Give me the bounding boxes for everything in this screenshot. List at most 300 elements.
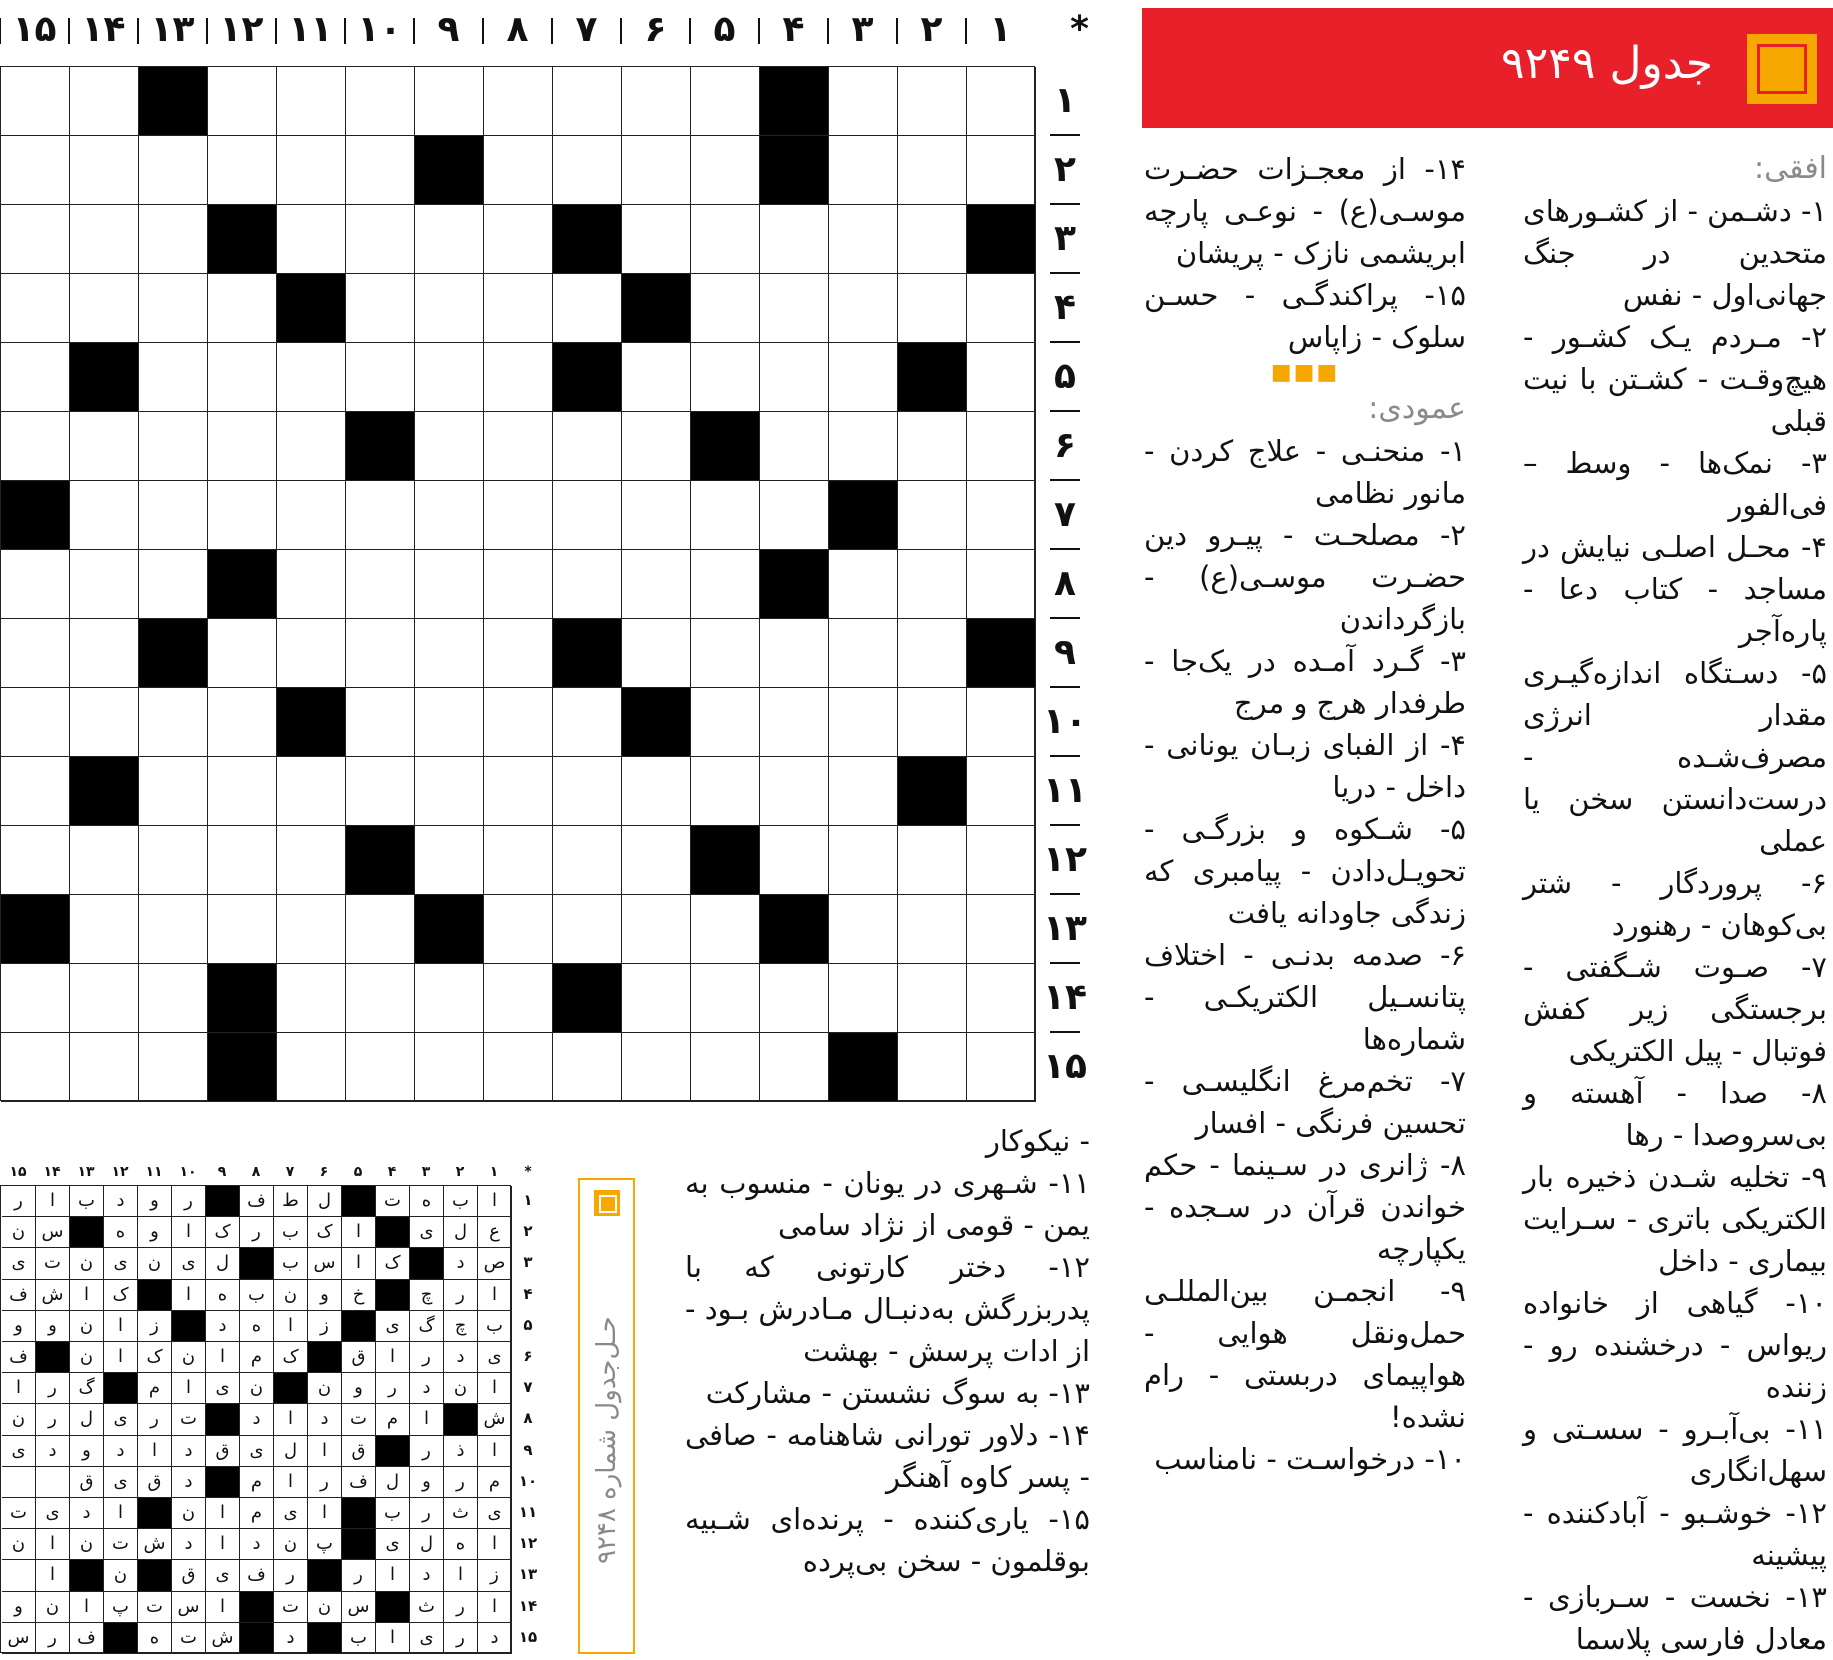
grid-white-cell[interactable] xyxy=(829,964,898,1033)
solution-letter-cell: ف xyxy=(342,1467,376,1498)
grid-white-cell[interactable] xyxy=(139,205,208,274)
solution-black-cell xyxy=(342,1529,376,1560)
grid-white-cell[interactable] xyxy=(70,688,139,757)
grid-white-cell[interactable] xyxy=(760,481,829,550)
grid-white-cell[interactable] xyxy=(415,826,484,895)
grid-white-cell[interactable] xyxy=(1,757,70,826)
grid-white-cell[interactable] xyxy=(553,412,622,481)
solution-letter-cell: ا xyxy=(36,1560,70,1591)
solution-letter-cell: ب xyxy=(240,1280,274,1311)
grid-white-cell[interactable] xyxy=(1,1033,70,1102)
solution-black-cell xyxy=(138,1560,172,1591)
grid-white-cell[interactable] xyxy=(898,205,967,274)
grid-white-cell[interactable] xyxy=(553,1033,622,1102)
grid-white-cell[interactable] xyxy=(760,205,829,274)
grid-white-cell[interactable] xyxy=(622,67,691,136)
grid-white-cell[interactable] xyxy=(208,136,277,205)
grid-white-cell[interactable] xyxy=(898,964,967,1033)
solution-letter-cell: ی xyxy=(240,1436,274,1467)
solution-grid xyxy=(0,1185,511,1653)
solution-letter-cell: ت xyxy=(36,1248,70,1279)
grid-white-cell[interactable] xyxy=(760,964,829,1033)
grid-white-cell[interactable] xyxy=(553,136,622,205)
grid-white-cell[interactable] xyxy=(622,481,691,550)
grid-white-cell[interactable] xyxy=(139,550,208,619)
grid-white-cell[interactable] xyxy=(415,1033,484,1102)
grid-white-cell[interactable] xyxy=(898,481,967,550)
grid-white-cell[interactable] xyxy=(484,412,553,481)
solution-letter-cell: د xyxy=(410,1560,444,1591)
solution-letter-cell: د xyxy=(478,1623,512,1654)
grid-white-cell[interactable] xyxy=(1,550,70,619)
grid-white-cell[interactable] xyxy=(484,550,553,619)
grid-white-cell[interactable] xyxy=(277,412,346,481)
grid-black-cell xyxy=(70,343,139,412)
grid-white-cell[interactable] xyxy=(553,274,622,343)
grid-column-number: ۱۱ xyxy=(288,9,333,50)
solution-black-cell xyxy=(376,1280,410,1311)
solution-letter-cell: ن xyxy=(70,1529,104,1560)
grid-white-cell[interactable] xyxy=(139,412,208,481)
solution-row-number: ۱۴ xyxy=(518,1596,538,1615)
grid-white-cell[interactable] xyxy=(967,274,1036,343)
grid-white-cell[interactable] xyxy=(346,481,415,550)
solution-letter-cell: ر xyxy=(444,1592,478,1623)
grid-white-cell[interactable] xyxy=(760,1033,829,1102)
grid-white-cell[interactable] xyxy=(277,205,346,274)
grid-white-cell[interactable] xyxy=(1,412,70,481)
solution-letter-cell: ا xyxy=(138,1436,172,1467)
grid-white-cell[interactable] xyxy=(898,136,967,205)
grid-white-cell[interactable] xyxy=(760,757,829,826)
grid-white-cell[interactable] xyxy=(208,757,277,826)
grid-white-cell[interactable] xyxy=(829,550,898,619)
grid-white-cell[interactable] xyxy=(1,964,70,1033)
grid-white-cell[interactable] xyxy=(346,205,415,274)
solution-row-numbers xyxy=(511,1185,545,1653)
solution-letter-cell xyxy=(2,1467,36,1498)
grid-white-cell[interactable] xyxy=(967,343,1036,412)
grid-white-cell[interactable] xyxy=(691,757,760,826)
grid-white-cell[interactable] xyxy=(829,136,898,205)
grid-white-cell[interactable] xyxy=(484,757,553,826)
grid-white-cell[interactable] xyxy=(622,619,691,688)
grid-white-cell[interactable] xyxy=(898,688,967,757)
grid-white-cell[interactable] xyxy=(898,274,967,343)
grid-white-cell[interactable] xyxy=(1,274,70,343)
grid-white-cell[interactable] xyxy=(829,274,898,343)
solution-black-cell xyxy=(342,1311,376,1342)
grid-white-cell[interactable] xyxy=(346,274,415,343)
solution-letter-cell: ن xyxy=(104,1560,138,1591)
solution-letter-cell: ه xyxy=(206,1280,240,1311)
solution-black-cell xyxy=(274,1373,308,1404)
grid-white-cell[interactable] xyxy=(553,895,622,964)
grid-white-cell[interactable] xyxy=(277,619,346,688)
solution-letter-cell: ر xyxy=(308,1467,342,1498)
grid-white-cell[interactable] xyxy=(760,412,829,481)
solution-black-cell xyxy=(206,1186,240,1217)
grid-white-cell[interactable] xyxy=(691,67,760,136)
grid-black-cell xyxy=(829,1033,898,1102)
solution-letter-cell: و xyxy=(2,1311,36,1342)
solution-row-number: ۱۲ xyxy=(518,1534,538,1553)
solution-letter-cell: م xyxy=(240,1467,274,1498)
grid-white-cell[interactable] xyxy=(70,1033,139,1102)
solution-letter-cell: ل xyxy=(70,1404,104,1435)
grid-row-number: ۷ xyxy=(1054,494,1076,535)
grid-white-cell[interactable] xyxy=(691,964,760,1033)
solution-letter-cell: ف xyxy=(2,1342,36,1373)
grid-white-cell[interactable] xyxy=(967,481,1036,550)
grid-white-cell[interactable] xyxy=(967,136,1036,205)
grid-column-number: ۱۳ xyxy=(150,9,195,50)
grid-white-cell[interactable] xyxy=(415,619,484,688)
grid-white-cell[interactable] xyxy=(553,550,622,619)
grid-white-cell[interactable] xyxy=(829,619,898,688)
grid-white-cell[interactable] xyxy=(70,826,139,895)
grid-white-cell[interactable] xyxy=(691,481,760,550)
grid-black-cell xyxy=(553,964,622,1033)
solution-letter-cell: ل xyxy=(308,1186,342,1217)
grid-white-cell[interactable] xyxy=(277,550,346,619)
grid-white-cell[interactable] xyxy=(346,757,415,826)
grid-white-cell[interactable] xyxy=(415,274,484,343)
grid-white-cell[interactable] xyxy=(553,688,622,757)
grid-white-cell[interactable] xyxy=(898,895,967,964)
clue-item: ۲- مـردم یـک کشـور - هیچ‌وقـت - کشـتن با نیت قبلی xyxy=(1523,320,1827,438)
grid-white-cell[interactable] xyxy=(829,757,898,826)
clue-item: ۴- محـل اصلـی نیایش در مساجد - کتاب دعا - پاره‌آجر xyxy=(1523,530,1827,648)
grid-white-cell[interactable] xyxy=(760,688,829,757)
grid-white-cell[interactable] xyxy=(415,688,484,757)
grid-white-cell[interactable] xyxy=(622,412,691,481)
solution-letter-cell: ی xyxy=(104,1248,138,1279)
grid-white-cell[interactable] xyxy=(622,964,691,1033)
grid-white-cell[interactable] xyxy=(691,136,760,205)
grid-white-cell[interactable] xyxy=(139,1033,208,1102)
grid-white-cell[interactable] xyxy=(484,481,553,550)
solution-letter-cell: ی xyxy=(104,1467,138,1498)
grid-white-cell[interactable] xyxy=(622,343,691,412)
grid-white-cell[interactable] xyxy=(484,688,553,757)
grid-white-cell[interactable] xyxy=(346,136,415,205)
grid-white-cell[interactable] xyxy=(346,895,415,964)
solution-letter-cell: و xyxy=(410,1467,444,1498)
grid-white-cell[interactable] xyxy=(70,136,139,205)
grid-white-cell[interactable] xyxy=(484,619,553,688)
solution-letter-cell: ا xyxy=(172,1373,206,1404)
clue-item: ۵- شـکوه و بزرگـی - تحویـل‌دادن - پیامبری که زندگی جاودانه یافت xyxy=(1144,812,1466,930)
grid-white-cell[interactable] xyxy=(484,136,553,205)
grid-white-cell[interactable] xyxy=(484,67,553,136)
grid-white-cell[interactable] xyxy=(967,895,1036,964)
grid-white-cell[interactable] xyxy=(415,550,484,619)
grid-white-cell[interactable] xyxy=(622,895,691,964)
solution-letter-cell: ذ xyxy=(444,1436,478,1467)
grid-white-cell[interactable] xyxy=(691,205,760,274)
grid-black-cell xyxy=(553,205,622,274)
grid-white-cell[interactable] xyxy=(622,1033,691,1102)
grid-white-cell[interactable] xyxy=(829,205,898,274)
solution-letter-cell: د xyxy=(206,1311,240,1342)
grid-white-cell[interactable] xyxy=(1,67,70,136)
solution-row-number: ۱ xyxy=(523,1191,533,1209)
grid-white-cell[interactable] xyxy=(208,826,277,895)
grid-black-cell xyxy=(898,757,967,826)
grid-white-cell[interactable] xyxy=(139,136,208,205)
grid-white-cell[interactable] xyxy=(277,757,346,826)
grid-black-cell xyxy=(760,550,829,619)
grid-white-cell[interactable] xyxy=(691,619,760,688)
solution-row-number: ۷ xyxy=(523,1378,533,1397)
clue-item: ۱۱- بی‌آبـرو - سسـتی و سهل‌انگاری xyxy=(1523,1412,1827,1488)
solution-letter-cell: ی xyxy=(376,1311,410,1342)
column-separator xyxy=(0,18,1,44)
solution-row-number: ۳ xyxy=(523,1253,533,1272)
grid-white-cell[interactable] xyxy=(1,688,70,757)
grid-white-cell[interactable] xyxy=(1,619,70,688)
grid-white-cell[interactable] xyxy=(691,688,760,757)
grid-white-cell[interactable] xyxy=(139,826,208,895)
solution-letter-cell: ف xyxy=(240,1186,274,1217)
grid-white-cell[interactable] xyxy=(70,895,139,964)
solution-black-cell xyxy=(376,1436,410,1467)
grid-white-cell[interactable] xyxy=(622,757,691,826)
grid-white-cell[interactable] xyxy=(346,619,415,688)
grid-white-cell[interactable] xyxy=(208,67,277,136)
grid-white-cell[interactable] xyxy=(898,67,967,136)
grid-white-cell[interactable] xyxy=(346,688,415,757)
grid-white-cell[interactable] xyxy=(208,895,277,964)
solution-letter-cell: ا xyxy=(376,1560,410,1591)
grid-white-cell[interactable] xyxy=(829,412,898,481)
crossword-grid xyxy=(0,66,1035,1101)
grid-white-cell[interactable] xyxy=(691,895,760,964)
grid-white-cell[interactable] xyxy=(553,826,622,895)
grid-white-cell[interactable] xyxy=(829,67,898,136)
grid-white-cell[interactable] xyxy=(415,343,484,412)
solution-letter-cell: د xyxy=(444,1248,478,1279)
grid-white-cell[interactable] xyxy=(898,1033,967,1102)
grid-white-cell[interactable] xyxy=(760,343,829,412)
grid-white-cell[interactable] xyxy=(484,343,553,412)
grid-white-cell[interactable] xyxy=(415,205,484,274)
grid-white-cell[interactable] xyxy=(208,412,277,481)
across-heading: افقی: xyxy=(1754,151,1827,186)
grid-white-cell[interactable] xyxy=(760,274,829,343)
grid-white-cell[interactable] xyxy=(346,343,415,412)
grid-white-cell[interactable] xyxy=(208,688,277,757)
grid-white-cell[interactable] xyxy=(277,481,346,550)
separator-dots: ■■■ xyxy=(1270,360,1340,385)
solution-letter-cell: م xyxy=(138,1373,172,1404)
grid-white-cell[interactable] xyxy=(898,550,967,619)
grid-white-cell[interactable] xyxy=(208,481,277,550)
grid-white-cell[interactable] xyxy=(1,826,70,895)
grid-white-cell[interactable] xyxy=(691,550,760,619)
grid-white-cell[interactable] xyxy=(553,67,622,136)
solution-row-number: ۶ xyxy=(523,1347,533,1365)
grid-black-cell xyxy=(622,274,691,343)
grid-white-cell[interactable] xyxy=(277,1033,346,1102)
solution-column-number: ۱۳ xyxy=(77,1164,95,1180)
solution-letter-cell: ن xyxy=(70,1248,104,1279)
grid-white-cell[interactable] xyxy=(277,136,346,205)
grid-white-cell[interactable] xyxy=(70,412,139,481)
solution-letter-cell: د xyxy=(172,1467,206,1498)
solution-black-cell xyxy=(308,1560,342,1591)
solution-row-number: ۱۱ xyxy=(518,1503,538,1521)
solution-letter-cell: ا xyxy=(274,1404,308,1435)
grid-white-cell[interactable] xyxy=(277,826,346,895)
grid-white-cell[interactable] xyxy=(484,964,553,1033)
solution-letter-cell: ت xyxy=(172,1623,206,1654)
grid-white-cell[interactable] xyxy=(553,757,622,826)
grid-column-number: ۱۴ xyxy=(81,9,126,50)
grid-white-cell[interactable] xyxy=(277,343,346,412)
grid-white-cell[interactable] xyxy=(967,550,1036,619)
grid-white-cell[interactable] xyxy=(484,1033,553,1102)
solution-letter-cell: ق xyxy=(138,1467,172,1498)
grid-white-cell[interactable] xyxy=(622,550,691,619)
grid-white-cell[interactable] xyxy=(1,205,70,274)
grid-white-cell[interactable] xyxy=(70,67,139,136)
solution-row-number: ۲ xyxy=(523,1222,533,1241)
grid-white-cell[interactable] xyxy=(346,964,415,1033)
solution-label-box xyxy=(578,1178,635,1654)
grid-white-cell[interactable] xyxy=(967,964,1036,1033)
grid-white-cell[interactable] xyxy=(70,619,139,688)
grid-white-cell[interactable] xyxy=(622,205,691,274)
grid-white-cell[interactable] xyxy=(967,1033,1036,1102)
grid-white-cell[interactable] xyxy=(139,343,208,412)
grid-white-cell[interactable] xyxy=(70,205,139,274)
solution-letter-cell: ق xyxy=(70,1467,104,1498)
solution-letter-cell: ی xyxy=(206,1560,240,1591)
solution-black-cell xyxy=(410,1248,444,1279)
grid-white-cell[interactable] xyxy=(829,688,898,757)
grid-white-cell[interactable] xyxy=(967,688,1036,757)
grid-white-cell[interactable] xyxy=(415,67,484,136)
grid-white-cell[interactable] xyxy=(208,274,277,343)
solution-letter-cell: ی xyxy=(410,1623,444,1654)
grid-white-cell[interactable] xyxy=(277,895,346,964)
grid-white-cell[interactable] xyxy=(139,274,208,343)
grid-white-cell[interactable] xyxy=(208,619,277,688)
solution-letter-cell: د xyxy=(308,1404,342,1435)
grid-white-cell[interactable] xyxy=(691,1033,760,1102)
grid-white-cell[interactable] xyxy=(967,757,1036,826)
grid-column-number: ۱۵ xyxy=(12,9,57,50)
solution-letter-cell: ک xyxy=(104,1280,138,1311)
solution-letter-cell: ی xyxy=(410,1217,444,1248)
grid-white-cell[interactable] xyxy=(967,67,1036,136)
grid-row-number: ۶ xyxy=(1054,425,1076,466)
solution-letter-cell: ن xyxy=(308,1592,342,1623)
grid-white-cell[interactable] xyxy=(967,826,1036,895)
grid-white-cell[interactable] xyxy=(346,1033,415,1102)
solution-letter-cell: و xyxy=(2,1592,36,1623)
grid-white-cell[interactable] xyxy=(208,343,277,412)
solution-letter-cell: ر xyxy=(36,1404,70,1435)
grid-white-cell[interactable] xyxy=(898,826,967,895)
solution-letter-cell: ی xyxy=(104,1404,138,1435)
solution-row-number: ۸ xyxy=(523,1409,533,1428)
grid-white-cell[interactable] xyxy=(70,481,139,550)
grid-white-cell[interactable] xyxy=(622,136,691,205)
grid-white-cell[interactable] xyxy=(553,481,622,550)
grid-white-cell[interactable] xyxy=(484,274,553,343)
solution-row-number: ۴ xyxy=(523,1284,533,1303)
grid-white-cell[interactable] xyxy=(760,826,829,895)
grid-white-cell[interactable] xyxy=(622,826,691,895)
solution-letter-cell: ز xyxy=(478,1560,512,1591)
solution-letter-cell: ا xyxy=(308,1436,342,1467)
grid-white-cell[interactable] xyxy=(415,964,484,1033)
grid-white-cell[interactable] xyxy=(139,895,208,964)
clue-item: ۹- تخلیه شـدن ذخیره بار الکتریکی باتری - سـرایت بیماری - داخل xyxy=(1523,1160,1827,1278)
grid-white-cell[interactable] xyxy=(415,412,484,481)
solution-black-cell xyxy=(36,1342,70,1373)
grid-column-number: ۲ xyxy=(920,9,943,50)
grid-white-cell[interactable] xyxy=(829,343,898,412)
solution-letter-cell xyxy=(36,1467,70,1498)
clue-item: ۲- مصلحـت - پیـرو دین حضـرت موسـی(ع) - بازگرداندن xyxy=(1144,518,1466,636)
grid-white-cell[interactable] xyxy=(139,481,208,550)
grid-white-cell[interactable] xyxy=(829,895,898,964)
grid-white-cell[interactable] xyxy=(1,343,70,412)
grid-column-number: ۸ xyxy=(506,9,529,50)
grid-white-cell[interactable] xyxy=(277,964,346,1033)
solution-letter-cell: ب xyxy=(70,1186,104,1217)
grid-white-cell[interactable] xyxy=(139,688,208,757)
grid-white-cell[interactable] xyxy=(70,550,139,619)
solution-black-cell xyxy=(172,1311,206,1342)
grid-black-cell xyxy=(415,895,484,964)
grid-white-cell[interactable] xyxy=(139,757,208,826)
solution-letter-cell: د xyxy=(172,1436,206,1467)
solution-letter-cell: ت xyxy=(138,1592,172,1623)
grid-white-cell[interactable] xyxy=(967,412,1036,481)
solution-letter-cell: و xyxy=(36,1311,70,1342)
grid-white-cell[interactable] xyxy=(1,136,70,205)
clues-across-column xyxy=(1523,148,1827,1660)
solution-letter-cell: ر xyxy=(444,1623,478,1654)
grid-white-cell[interactable] xyxy=(139,964,208,1033)
grid-white-cell[interactable] xyxy=(484,895,553,964)
grid-white-cell[interactable] xyxy=(346,550,415,619)
grid-white-cell[interactable] xyxy=(346,67,415,136)
grid-white-cell[interactable] xyxy=(415,757,484,826)
solution-column-number: ۱۴ xyxy=(43,1164,61,1180)
grid-white-cell[interactable] xyxy=(760,619,829,688)
grid-white-cell[interactable] xyxy=(898,619,967,688)
solution-column-number: ۱۱ xyxy=(145,1164,163,1180)
grid-white-cell[interactable] xyxy=(70,964,139,1033)
grid-white-cell[interactable] xyxy=(829,826,898,895)
grid-white-cell[interactable] xyxy=(898,412,967,481)
grid-white-cell[interactable] xyxy=(484,205,553,274)
grid-white-cell[interactable] xyxy=(415,481,484,550)
solution-letter-cell: ن xyxy=(36,1592,70,1623)
grid-white-cell[interactable] xyxy=(691,343,760,412)
grid-white-cell[interactable] xyxy=(277,67,346,136)
grid-white-cell[interactable] xyxy=(70,274,139,343)
solution-column-number: ۲ xyxy=(455,1164,465,1180)
grid-white-cell[interactable] xyxy=(484,826,553,895)
grid-white-cell[interactable] xyxy=(691,274,760,343)
